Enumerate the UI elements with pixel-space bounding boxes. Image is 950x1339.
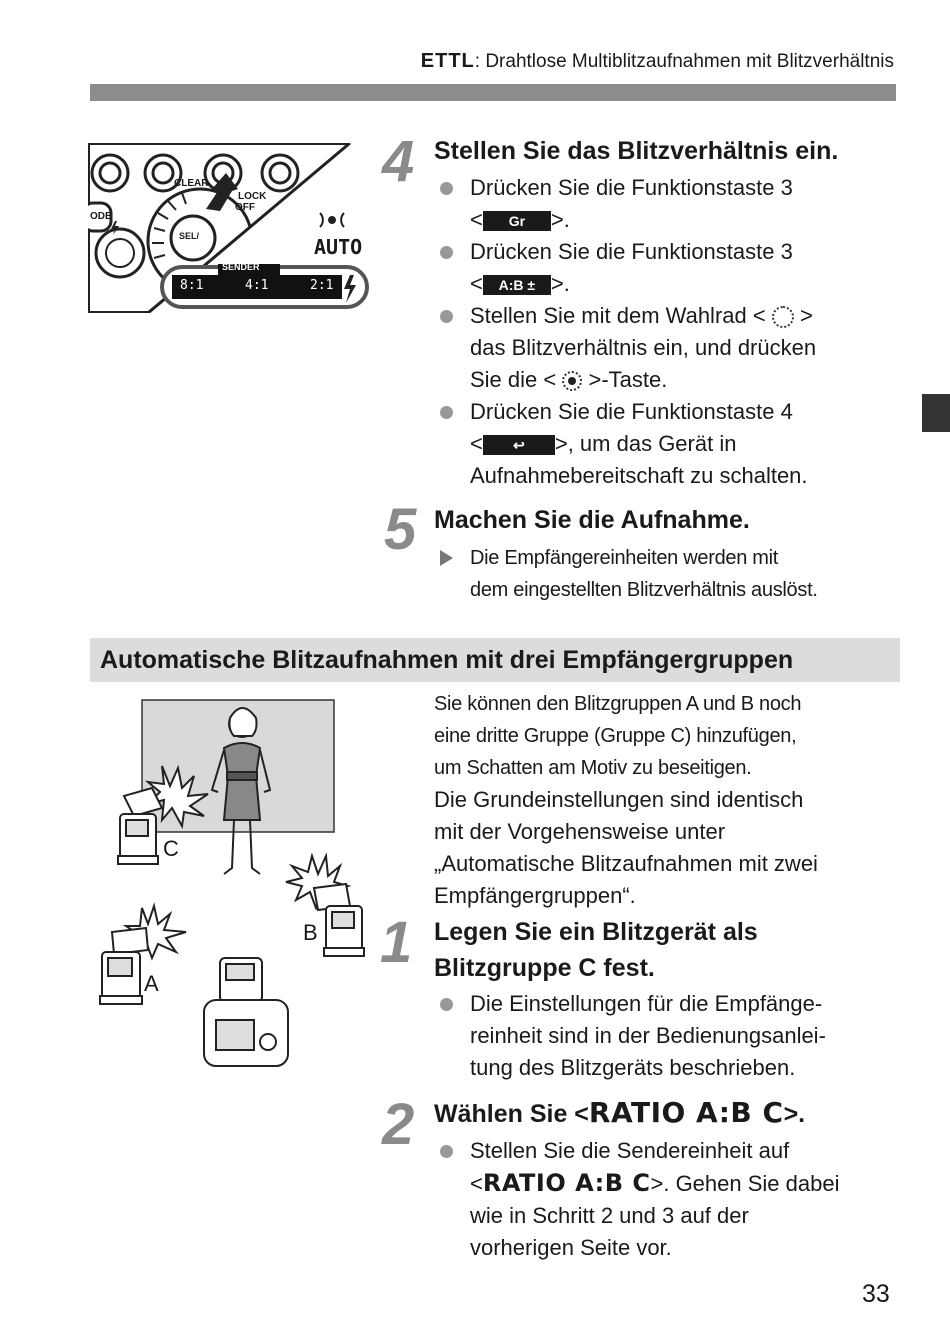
bullet-dot xyxy=(440,998,453,1011)
intro-line5: mit der Vorgehensweise unter xyxy=(434,819,726,844)
intro-line7: Empfängergruppen“. xyxy=(434,883,636,908)
key-return: ↩ xyxy=(483,435,555,455)
step4-b4-text-3: Aufnahmebereitschaft zu schalten. xyxy=(470,463,808,488)
three-groups-illustration xyxy=(92,696,392,1076)
intro-line2: eine dritte Gruppe (Gruppe C) hinzufügen, xyxy=(434,725,797,747)
step4-b4-text-2: >, um das Gerät in xyxy=(554,431,737,456)
flash-unit-b xyxy=(314,884,364,956)
step2-b1-line4: vorherigen Seite vor. xyxy=(470,1235,672,1260)
lcd-lock-label: LOCK xyxy=(238,191,267,202)
step1-b1-line3: tung des Blitzgeräts beschrieben. xyxy=(470,1055,796,1080)
lcd-ratio-right: 2:1 xyxy=(310,278,334,293)
label-group-c: C xyxy=(163,836,179,861)
step1-bullet1 xyxy=(470,988,900,1084)
step5-number: 5 xyxy=(384,497,417,562)
intro-line1: Sie können den Blitzgruppen A und B noch xyxy=(434,693,802,715)
bullet-dot xyxy=(440,310,453,323)
step4-bullet1: Drücken Sie die Funktionstaste 3 < Gr >. xyxy=(470,172,900,236)
step4-bullet4: Drücken Sie die Funktionstaste 4 < ↩ >, um das Gerät in Aufnahmebereitschaft zu schalten. xyxy=(470,396,900,492)
step1-b1-line1: Die Einstellungen für die Empfänge- xyxy=(470,991,823,1016)
step4-b2-text: Drücken Sie die Funktionstaste 3 xyxy=(470,239,793,264)
header-rule xyxy=(90,84,896,101)
page-number: 33 xyxy=(862,1280,890,1308)
step4-bullet2: Drücken Sie die Funktionstaste 3 < A:B ± >. xyxy=(470,236,900,300)
set-button-icon xyxy=(562,371,582,391)
step1-title-line2: Blitzgruppe C fest. xyxy=(434,954,655,982)
step2-number: 2 xyxy=(382,1092,415,1157)
key-ab-comp: A:B ± xyxy=(483,275,551,295)
intro-text xyxy=(434,688,904,912)
header-suffix: : Drahtlose Multiblitzaufnahmen mit Blitzverhältnis xyxy=(474,51,894,72)
bullet-dot xyxy=(440,1145,453,1158)
camera-lcd-drawing xyxy=(88,143,378,313)
step2-title-a: Wählen Sie < xyxy=(434,1100,589,1128)
flash-unit-a xyxy=(100,928,148,1004)
lcd-ratio-mid: 4:1 xyxy=(245,278,269,293)
lcd-sender-label: SENDER xyxy=(222,262,260,272)
lcd-auto-label: AUTO xyxy=(314,235,363,259)
step2-title-ratio: RATIO A:B C xyxy=(588,1096,784,1129)
step2-title-b: >. xyxy=(783,1100,806,1128)
lcd-ratio-left: 8:1 xyxy=(180,278,204,293)
step2-title xyxy=(434,1095,805,1132)
step4-b3-text-2: das Blitzverhältnis ein, und drücken xyxy=(470,335,817,360)
running-header xyxy=(421,50,894,73)
lcd-sel-label: SEL/ xyxy=(179,231,200,241)
step1-title xyxy=(434,914,758,986)
step4-number: 4 xyxy=(382,129,415,194)
intro-line6: „Automatische Blitzaufnahmen mit zwei xyxy=(434,851,818,876)
flash-unit-c xyxy=(118,788,162,864)
step4-b3-text-a: Stellen Sie mit dem Wahlrad < xyxy=(470,303,766,328)
result-arrow-icon xyxy=(440,550,453,566)
step5-line2: dem eingestellten Blitzverhältnis auslöst. xyxy=(470,579,818,601)
label-group-b: B xyxy=(303,920,318,945)
step4-title: Stellen Sie das Blitzverhältnis ein. xyxy=(434,137,839,165)
step2-b1-ratio: RATIO A:B C xyxy=(482,1169,651,1197)
step5-title: Machen Sie die Aufnahme. xyxy=(434,506,750,534)
bullet-dot xyxy=(440,246,453,259)
step2-bullet1: Stellen Sie die Sendereinheit auf <RATIO A:B C>. Gehen Sie dabei wie in Schritt 2 und 3 auf der vorherigen Seite vor. xyxy=(470,1135,900,1264)
step4-b4-text: Drücken Sie die Funktionstaste 4 xyxy=(470,399,793,424)
step5-result xyxy=(470,542,910,606)
camera-with-transmitter xyxy=(204,958,288,1066)
label-group-a: A xyxy=(144,971,159,996)
lcd-mode-label: ODE xyxy=(90,211,112,222)
section-title: Automatische Blitzaufnahmen mit drei Empfängergruppen xyxy=(100,646,794,674)
intro-line3: um Schatten am Motiv zu beseitigen. xyxy=(434,757,752,779)
step5-line1: Die Empfängereinheiten werden mit xyxy=(470,547,779,569)
bullet-dot xyxy=(440,182,453,195)
step2-b1-line2: >. Gehen Sie dabei xyxy=(650,1171,840,1196)
bullet-dot xyxy=(440,406,453,419)
step2-b1-line3: wie in Schritt 2 und 3 auf der xyxy=(470,1203,749,1228)
camera-lcd-illustration xyxy=(88,143,378,313)
step1-number: 1 xyxy=(380,910,413,975)
lcd-off-label: OFF xyxy=(235,202,255,213)
step4-b3-text-3b: >-Taste. xyxy=(588,367,668,392)
three-groups-drawing xyxy=(92,696,392,1076)
chapter-tab xyxy=(922,394,950,432)
step4-b3-text-b: > xyxy=(799,303,813,328)
key-gr: Gr xyxy=(483,211,551,231)
step4-b1-text: Drücken Sie die Funktionstaste 3 xyxy=(470,175,793,200)
step2-b1-line1: Stellen Sie die Sendereinheit auf xyxy=(470,1138,790,1163)
dial-icon xyxy=(772,306,794,328)
intro-line4: Die Grundeinstellungen sind identisch xyxy=(434,787,804,812)
lcd-clear-label: CLEAR xyxy=(174,178,209,189)
header-prefix: ETTL xyxy=(420,50,475,72)
step1-title-line1: Legen Sie ein Blitzgerät als xyxy=(434,918,758,946)
step1-b1-line2: reinheit sind in der Bedienungsanlei- xyxy=(470,1023,826,1048)
step4-b3-text-3a: Sie die < xyxy=(470,367,557,392)
step4-bullet3 xyxy=(470,300,900,396)
